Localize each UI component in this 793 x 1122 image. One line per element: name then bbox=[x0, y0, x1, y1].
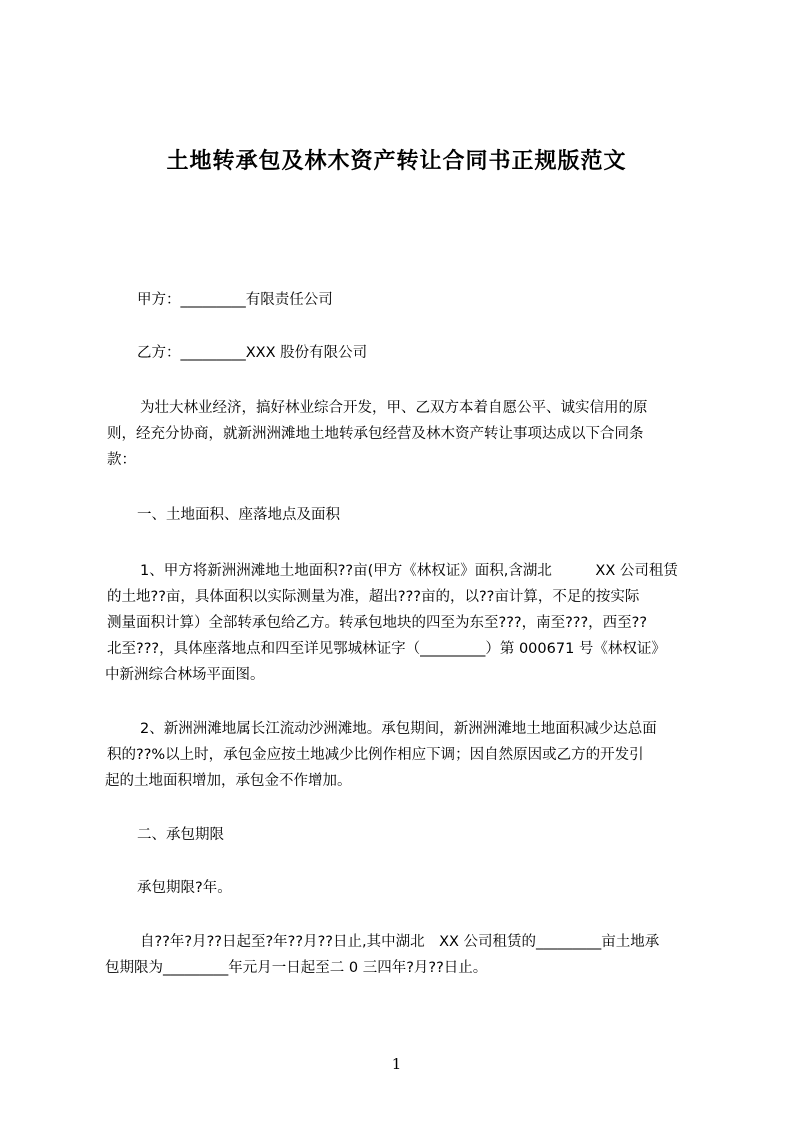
intro-line: 则，经充分协商，就新洲洲滩地土地转承包经营及林木资产转让事项达成以下合同条 bbox=[107, 426, 644, 442]
clause-1-line: 测量面积计算）全部转承包给乙方。转承包地块的四至为东至???，南至???，西至?? bbox=[107, 615, 648, 631]
clause-2-line: 积的??%以上时，承包金应按土地减少比例作相应下调；因自然原因或乙方的开发引 bbox=[107, 747, 644, 763]
section-heading-2: 二、承包期限 bbox=[137, 827, 224, 843]
party-b: 乙方：_________XXX 股份有限公司 bbox=[137, 345, 368, 361]
clause-1-line: 中新洲综合林场平面图。 bbox=[105, 667, 265, 683]
document-title: 土地转承包及林木资产转让合同书正规版范文 bbox=[166, 149, 627, 174]
clause-1-line: 1、甲方将新洲洲滩地土地面积??亩(甲方《林权证》面积,含湖北 XX 公司租赁 bbox=[140, 563, 678, 579]
clause-2-line: 起的土地面积增加，承包金不作增加。 bbox=[105, 773, 352, 789]
intro-line: 为壮大林业经济，搞好林业综合开发，甲、乙双方本着自愿公平、诚实信用的原 bbox=[140, 400, 648, 416]
clause-2-line: 2、新洲洲滩地属长江流动沙洲滩地。承包期间，新洲洲滩地土地面积减少达总面 bbox=[140, 721, 657, 737]
period-line: 包期限为_________年元月一日起至二 0 三四年?月??日止。 bbox=[105, 960, 488, 976]
clause-1-line: 的土地??亩，具体面积以实际测量为准，超出???亩的，以??亩计算，不足的按实际 bbox=[107, 589, 640, 605]
page-number: 1 bbox=[391, 1055, 402, 1073]
intro-line: 款： bbox=[107, 452, 136, 468]
term-text: 承包期限?年。 bbox=[137, 880, 232, 896]
clause-1-line: 北至???，具体座落地点和四至详见鄂城林证字（_________）第 000671 号《林权证》 bbox=[107, 641, 666, 657]
period-line: 自??年?月??日起至?年??月??日止,其中湖北 XX 公司租赁的_________亩土地承 bbox=[140, 934, 660, 950]
party-a: 甲方：_________有限责任公司 bbox=[137, 292, 333, 308]
section-heading-1: 一、土地面积、座落地点及面积 bbox=[137, 507, 340, 523]
